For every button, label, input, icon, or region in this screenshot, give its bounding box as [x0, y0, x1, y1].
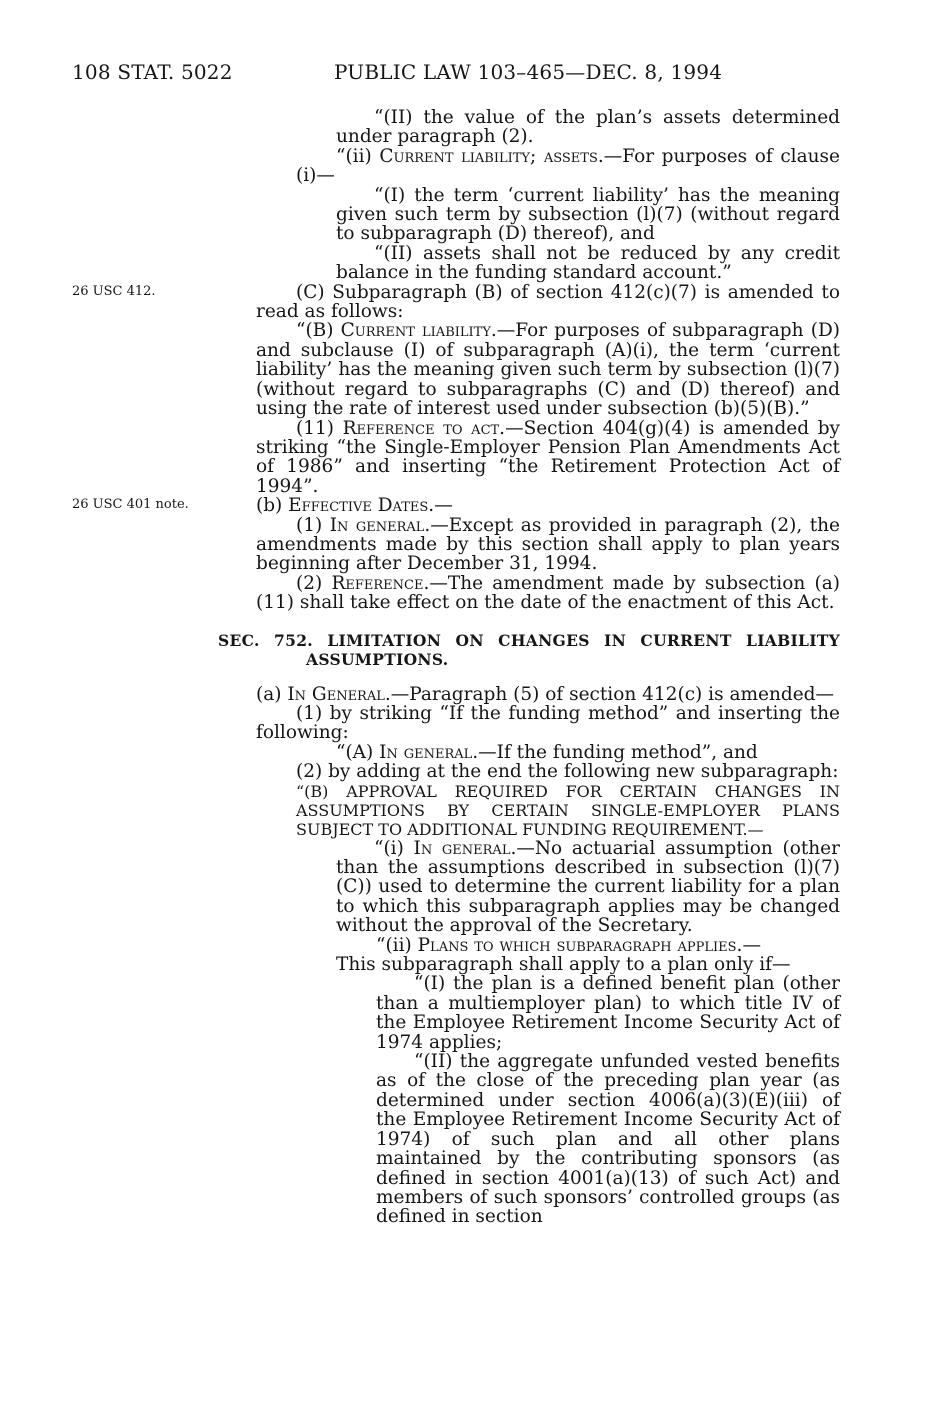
paragraph: This subparagraph shall apply to a plan only if— — [336, 954, 791, 976]
paragraph: “(II) the aggregate unfunded vested benefits as of the close of the preceding plan year (as determined under section 4006(a)(3)(E)(iii) of the Employee Retirement Income Security Act of 1974) of such plan and all other plans maintained by the contributing sponsors (as defined in section 4001(a)(13) of such Act) and members of such sponsors’ controlled groups (as defined in section — [376, 1051, 840, 1228]
margin-note: 26 USC 401 note. — [72, 497, 189, 512]
paragraph: “(ii) Plans to which subparagraph applies.— — [376, 934, 761, 956]
paragraph: (1) by striking “If the funding method” and inserting the following: — [256, 702, 840, 744]
paragraph: (2) Reference.—The amendment made by subsection (a)(11) shall take effect on the date of the enactment of this Act. — [256, 572, 840, 614]
paragraph: (1) In general.—Except as provided in paragraph (2), the amendments made by this section shall apply to plan years beginning after December 31, 1994. — [256, 514, 840, 575]
paragraph: “(B) APPROVAL REQUIRED FOR CERTAIN CHANGES IN ASSUMPTIONS BY CERTAIN SINGLE-EMPLOYER PLANS SUBJECT TO ADDITIONAL FUNDING REQUIREMENT.— — [296, 781, 840, 839]
paragraph: (2) by adding at the end the following new subparagraph: — [296, 761, 839, 783]
page-number: 108 STAT. 5022 — [72, 60, 233, 84]
running-head: PUBLIC LAW 103–465—DEC. 8, 1994 — [334, 60, 723, 84]
paragraph: (11) Reference to act.—Section 404(g)(4) is amended by striking “the Single-Employer Pension Plan Amendments Act of 1986” and inserting “the Retirement Protection Act of 1994”. — [256, 417, 840, 497]
paragraph: (a) In General.—Paragraph (5) of section 412(c) is amended— — [256, 683, 835, 705]
paragraph: “(A) In general.—If the funding method”, and — [336, 741, 758, 763]
paragraph: “(I) the plan is a defined benefit plan (other than a multiemployer plan) to which title IV of the Employee Retirement Income Security Act of 1974 applies; — [376, 973, 840, 1053]
paragraph: (b) Effective Dates.— — [256, 495, 453, 517]
body-text — [218, 107, 840, 1228]
paragraph: “(i) In general.—No actuarial assumption (other than the assumptions described in subsection (l)(7)(C)) used to determine the current liability for a plan to which this subparagraph applies may be changed without the approval of the Secretary. — [336, 837, 840, 937]
paragraph: “(II) assets shall not be reduced by any credit balance in the funding standard account.” — [336, 242, 840, 284]
paragraph: (C) Subparagraph (B) of section 412(c)(7) is amended to read as follows: — [256, 281, 840, 323]
paragraph: “(I) the term ‘current liability’ has the meaning given such term by subsection (l)(7) (without regard to subparagraph (D) thereof), and — [336, 184, 840, 245]
paragraph: “(II) the value of the plan’s assets determined under paragraph (2). — [336, 107, 840, 148]
paragraph: “(B) Current liability.—For purposes of subparagraph (D) and subclause (I) of subparagraph (A)(i), the term ‘current liability’ has the meaning given such term by subsection (l)(7) (without regard to subparagraphs (C) and (D) thereof) and using the rate of interest used under subsection (b)(5)(B).” — [256, 320, 840, 420]
paragraph: “(ii) Current liability; assets.—For purposes of clause (i)— — [296, 145, 840, 187]
margin-note: 26 USC 412. — [72, 284, 156, 299]
section-heading: SEC. 752. LIMITATION ON CHANGES IN CURRENT LIABILITY ASSUMPTIONS. — [218, 630, 840, 669]
